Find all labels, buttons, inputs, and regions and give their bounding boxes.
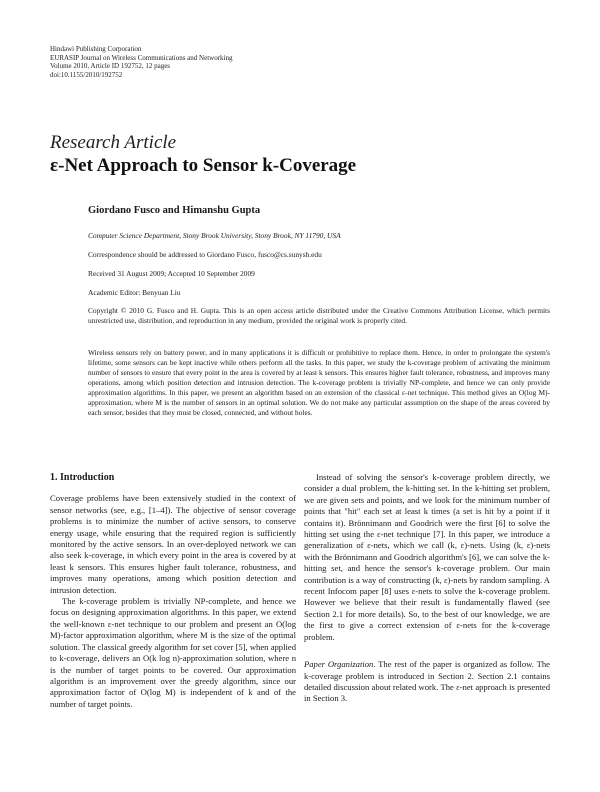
article-title: ε-Net Approach to Sensor k-Coverage <box>50 155 357 176</box>
left-column <box>50 472 296 710</box>
doi: doi:10.1155/2010/192752 <box>50 70 123 79</box>
affiliation: Computer Science Department, Stony Brook University, Stony Brook, NY 11790, USA <box>88 231 341 240</box>
academic-editor: Academic Editor: Benyuan Liu <box>88 288 181 297</box>
paragraph-text: The rest of the paper is organized as follow. The k-coverage problem is introduced in Section 2. Section 2.1 contains detailed discussion about related work. The ε-net approach is presented in Section 3. <box>304 659 550 704</box>
section-heading: 1. Introduction <box>50 472 115 483</box>
journal-header <box>50 45 232 79</box>
right-column <box>304 472 550 705</box>
publisher-name: Hindawi Publishing Corporation <box>50 45 142 53</box>
author-list: Giordano Fusco and Himanshu Gupta <box>88 205 261 216</box>
correspondence: Correspondence should be addressed to Giordano Fusco, fusco@cs.sunysb.edu <box>88 250 322 259</box>
paragraph: Coverage problems have been extensively studied in the context of sensor networks (see, e.g., [1–4]). The objective of sensor coverage problems is to minimize the number of active sensors, to conserve energy usage, while ensuring that the required region is sufficiently monitored by the active sensors. In an over-deployed network we can also seek k-coverage, in which every point in the area is covered by at least k sensors. This ensures higher fault tolerance, robustness, and improves many operations, among which position detection and intrusion detection. <box>50 493 296 595</box>
received-dates: Received 31 August 2009; Accepted 10 September 2009 <box>88 269 255 278</box>
paragraph: The k-coverage problem is trivially NP-complete, and hence we focus on designing approximation algorithms. In this paper, we extend the well-known ε-net technique to our problem and present an O(log M)-factor approximation algorithm, where M is the size of the optimal solution. The classical greedy algorithm for set cover [5], when applied to k-coverage, delivers an O(k log n)-approximation solution, where n is the number of target points to be covered. Our approximation algorithm is an improvement over the greedy algorithm, since our approximation factor of O(log M) is independent of k and of the number of target points. <box>50 596 296 709</box>
journal-name: EURASIP Journal on Wireless Communications and Networking <box>50 53 233 62</box>
volume-info: Volume 2010, Article ID 192752, 12 pages <box>50 62 171 70</box>
abstract: Wireless sensors rely on battery power, and in many applications it is difficult or prohibitive to replace them. Hence, in order to prolongate the system's lifetime, some sensors can be kept inactive while others perform all the tasks. In this paper, we study the k-coverage problem of activating the minimum number of sensors to ensure that every point in the area is covered by at least k sensors. This ensures higher fault tolerance, robustness, and improves many operations, among which position detection and intrusion detection. The k-coverage problem is trivially NP-complete, and hence we can only provide approximation algorithms. In this paper, we present an algorithm based on an extension of the classical ε-net technique. This method gives an O(log M)-approximation, where M is the number of sensors in an optimal solution. We do not make any particular assumption on the shape of the areas covered by each sensor, besides that they must be closed, connected, and without holes. <box>88 348 550 417</box>
copyright-notice: Copyright © 2010 G. Fusco and H. Gupta. This is an open access article distributed under the Creative Commons Attribution License, which permits unrestricted use, distribution, and reproduction in any medium, provided the original work is properly cited. <box>88 306 550 325</box>
paragraph: Instead of solving the sensor's k-coverage problem directly, we consider a dual problem, the k-hitting set. In the k-hitting set problem, we are given sets and points, and we look for the minimum number of points that "hit" each set at least k times (a set is hit by a point if it contains it). Brönnimann and Goodrich were the first [6] to solve the hitting set using the ε-net technique [7]. In this paper, we introduce a generalization of ε-nets, which we call (k, ε)-nets. Using (k, ε)-nets with the Brönnimann and Goodrich algorithm's [6], we can solve the k-hitting set, and hence the sensor's k-coverage problem. Our main contribution is a way of constructing (k, ε)-nets by random sampling. A recent Infocom paper [8] uses ε-nets to solve the k-coverage problem. However we believe that their result is fundamentally flawed (see Section 2.1 for more details). So, to the best of our knowledge, we are the first to give a correct extension of ε-nets for the k-coverage problem. <box>304 472 550 642</box>
paragraph-label: Paper Organization. <box>304 659 376 670</box>
article-type: Research Article <box>50 132 177 153</box>
paragraph <box>304 659 550 705</box>
